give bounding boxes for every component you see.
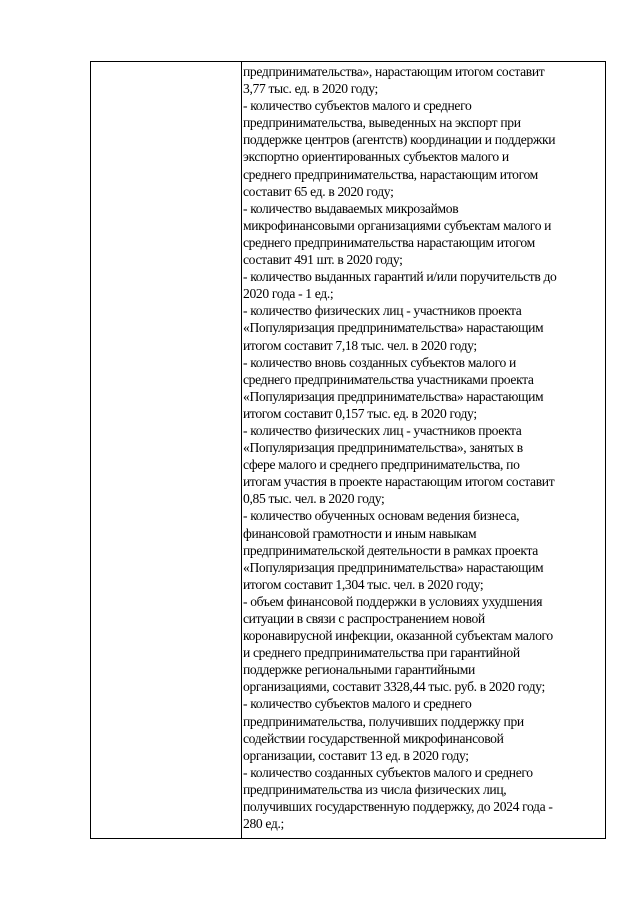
text-line: предпринимательства, выведенных на экспорт при — [243, 115, 521, 131]
text-line: организации, составит 13 ед. в 2020 году; — [243, 747, 469, 763]
text-line: - количество физических лиц - участников проекта — [243, 422, 522, 438]
text-line: - количество выданных гарантий и/или поручительств до — [243, 269, 557, 285]
text-line: коронавирусной инфекции, оказанной субъектам малого — [243, 628, 553, 644]
text-line: - количество субъектов малого и среднего — [243, 696, 472, 712]
text-line: итогом составит 0,157 тыс. ед. в 2020 году; — [243, 405, 477, 421]
text-line: - количество созданных субъектов малого и среднего — [243, 764, 533, 780]
text-line: содействии государственной микрофинансовой — [243, 730, 504, 746]
text-line: «Популяризация предпринимательства», занятых в — [243, 440, 523, 456]
text-line: среднего предпринимательства, нарастающим итогом — [243, 166, 538, 182]
column-divider — [241, 62, 242, 838]
text-line: - количество вновь созданных субъектов малого и — [243, 354, 516, 370]
text-line: предпринимательской деятельности в рамках проекта — [243, 542, 538, 558]
text-line: «Популяризация предпринимательства» нарастающим — [243, 559, 544, 575]
text-line: - количество субъектов малого и среднего — [243, 98, 472, 114]
text-line: поддержке центров (агентств) координации и поддержки — [243, 132, 556, 148]
text-line: получивших государственную поддержку, до 2024 года - — [243, 799, 553, 815]
text-line: 2020 года - 1 ед.; — [243, 286, 334, 302]
text-line: организациями, составит 3328,44 тыс. руб. в 2020 году; — [243, 679, 545, 695]
text-line: 0,85 тыс. чел. в 2020 году; — [243, 491, 385, 507]
text-line: 280 ед.; — [243, 816, 284, 832]
text-line: составит 65 ед. в 2020 году; — [243, 183, 394, 199]
text-line: экспортно ориентированных субъектов малого и — [243, 149, 509, 165]
text-line: - объем финансовой поддержки в условиях ухудшения — [243, 593, 543, 609]
text-line: предпринимательства из числа физических лиц, — [243, 781, 507, 797]
text-line: ситуации в связи с распространением новой — [243, 611, 485, 626]
left-cell — [91, 62, 241, 838]
text-line: среднего предпринимательства нарастающим итогом — [243, 234, 535, 250]
text-line: «Популяризация предпринимательства» нарастающим — [243, 320, 544, 336]
text-line: «Популяризация предпринимательства» нарастающим — [243, 388, 544, 404]
text-line: составит 491 шт. в 2020 году; — [243, 252, 403, 268]
text-line: среднего предпринимательства участниками проекта — [243, 371, 534, 387]
document-table — [90, 61, 606, 839]
text-line: итогам участия в проекте нарастающим итогом составит — [243, 474, 555, 490]
text-line: итогом составит 7,18 тыс. чел. в 2020 году; — [243, 337, 477, 353]
text-line: микрофинансовыми организациями субъектам малого и — [243, 217, 552, 233]
text-line: итогом составит 1,304 тыс. чел. в 2020 году; — [243, 576, 484, 592]
text-line: предпринимательства», нарастающим итогом составит — [243, 64, 545, 79]
text-line: - количество обученных основам ведения бизнеса, — [243, 508, 520, 524]
right-cell — [243, 63, 606, 838]
text-line: 3,77 тыс. ед. в 2020 году; — [243, 81, 378, 97]
text-line: - количество выдаваемых микрозаймов — [243, 200, 459, 216]
text-line: - количество физических лиц - участников проекта — [243, 303, 522, 319]
text-line: предпринимательства, получивших поддержку при — [243, 713, 524, 729]
text-line: сфере малого и среднего предпринимательства, по — [243, 457, 520, 473]
text-line: финансовой грамотности и иным навыкам — [243, 525, 477, 541]
text-line: поддержке региональными гарантийными — [243, 662, 475, 678]
text-line: и среднего предпринимательства при гарантийной — [243, 645, 520, 661]
